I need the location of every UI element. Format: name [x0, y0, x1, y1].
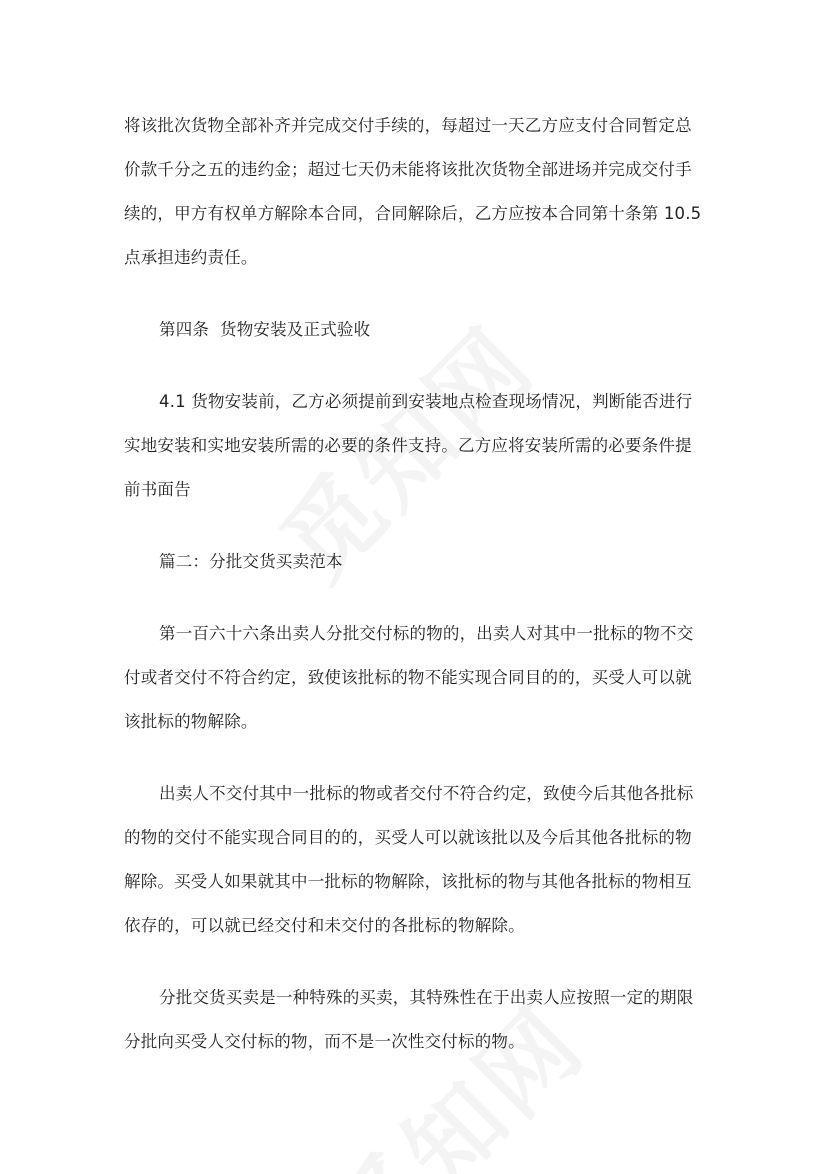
text-line: 解除。买受人如果就其中一批标的物解除，该批标的物与其他各批标的物相互	[124, 872, 692, 891]
text-line: 第一百六十六条出卖人分批交付标的物的，出卖人对其中一批标的物不交	[159, 624, 694, 643]
text-line: 依存的，可以就已经交付和未交付的各批标的物解除。	[124, 916, 525, 935]
text-line: 分批交货买卖是一种特殊的买卖，其特殊性在于出卖人应按照一定的期限	[159, 988, 694, 1007]
text-line: 前书面告	[124, 480, 191, 499]
text-line: 4.1 货物安装前，乙方必须提前到安装地点检查现场情况，判断能否进行	[159, 392, 693, 411]
text-line: 篇二：分批交货买卖范本	[159, 552, 343, 571]
text-line: 该批标的物解除。	[124, 712, 258, 731]
document-body	[124, 104, 714, 1064]
text-line: 实地安装和实地安装所需的必要的条件支持。乙方应将安装所需的必要条件提	[124, 436, 692, 455]
text-line: 的物的交付不能实现合同目的的，买受人可以就该批以及今后其他各批标的物	[124, 828, 692, 847]
text-line: 分批向买受人交付标的物，而不是一次性交付标的物。	[124, 1032, 525, 1051]
text-line: 付或者交付不符合约定，致使该批标的物不能实现合同目的的，买受人可以就	[124, 668, 692, 687]
text-line: 价款千分之五的违约金；超过七天仍未能将该批次货物全部进场并完成交付手	[124, 160, 692, 179]
article-four-heading	[124, 308, 714, 352]
paragraph-penalty-continuation	[124, 104, 714, 280]
section-two-title	[124, 540, 714, 584]
text-line: 第四条 货物安装及正式验收	[159, 320, 371, 339]
paragraph-article-166	[124, 612, 714, 744]
text-line: 续的，甲方有权单方解除本合同，合同解除后，乙方应按本合同第十条第 10.5	[124, 204, 702, 223]
text-line: 出卖人不交付其中一批标的物或者交付不符合约定，致使今后其他各批标	[159, 784, 694, 803]
text-line: 点承担违约责任。	[124, 248, 258, 267]
paragraph-subsequent-batches	[124, 772, 714, 948]
paragraph-clause-4-1	[124, 380, 714, 512]
paragraph-installment-sale	[124, 976, 714, 1064]
text-line: 将该批次货物全部补齐并完成交付手续的，每超过一天乙方应支付合同暂定总	[124, 116, 692, 135]
